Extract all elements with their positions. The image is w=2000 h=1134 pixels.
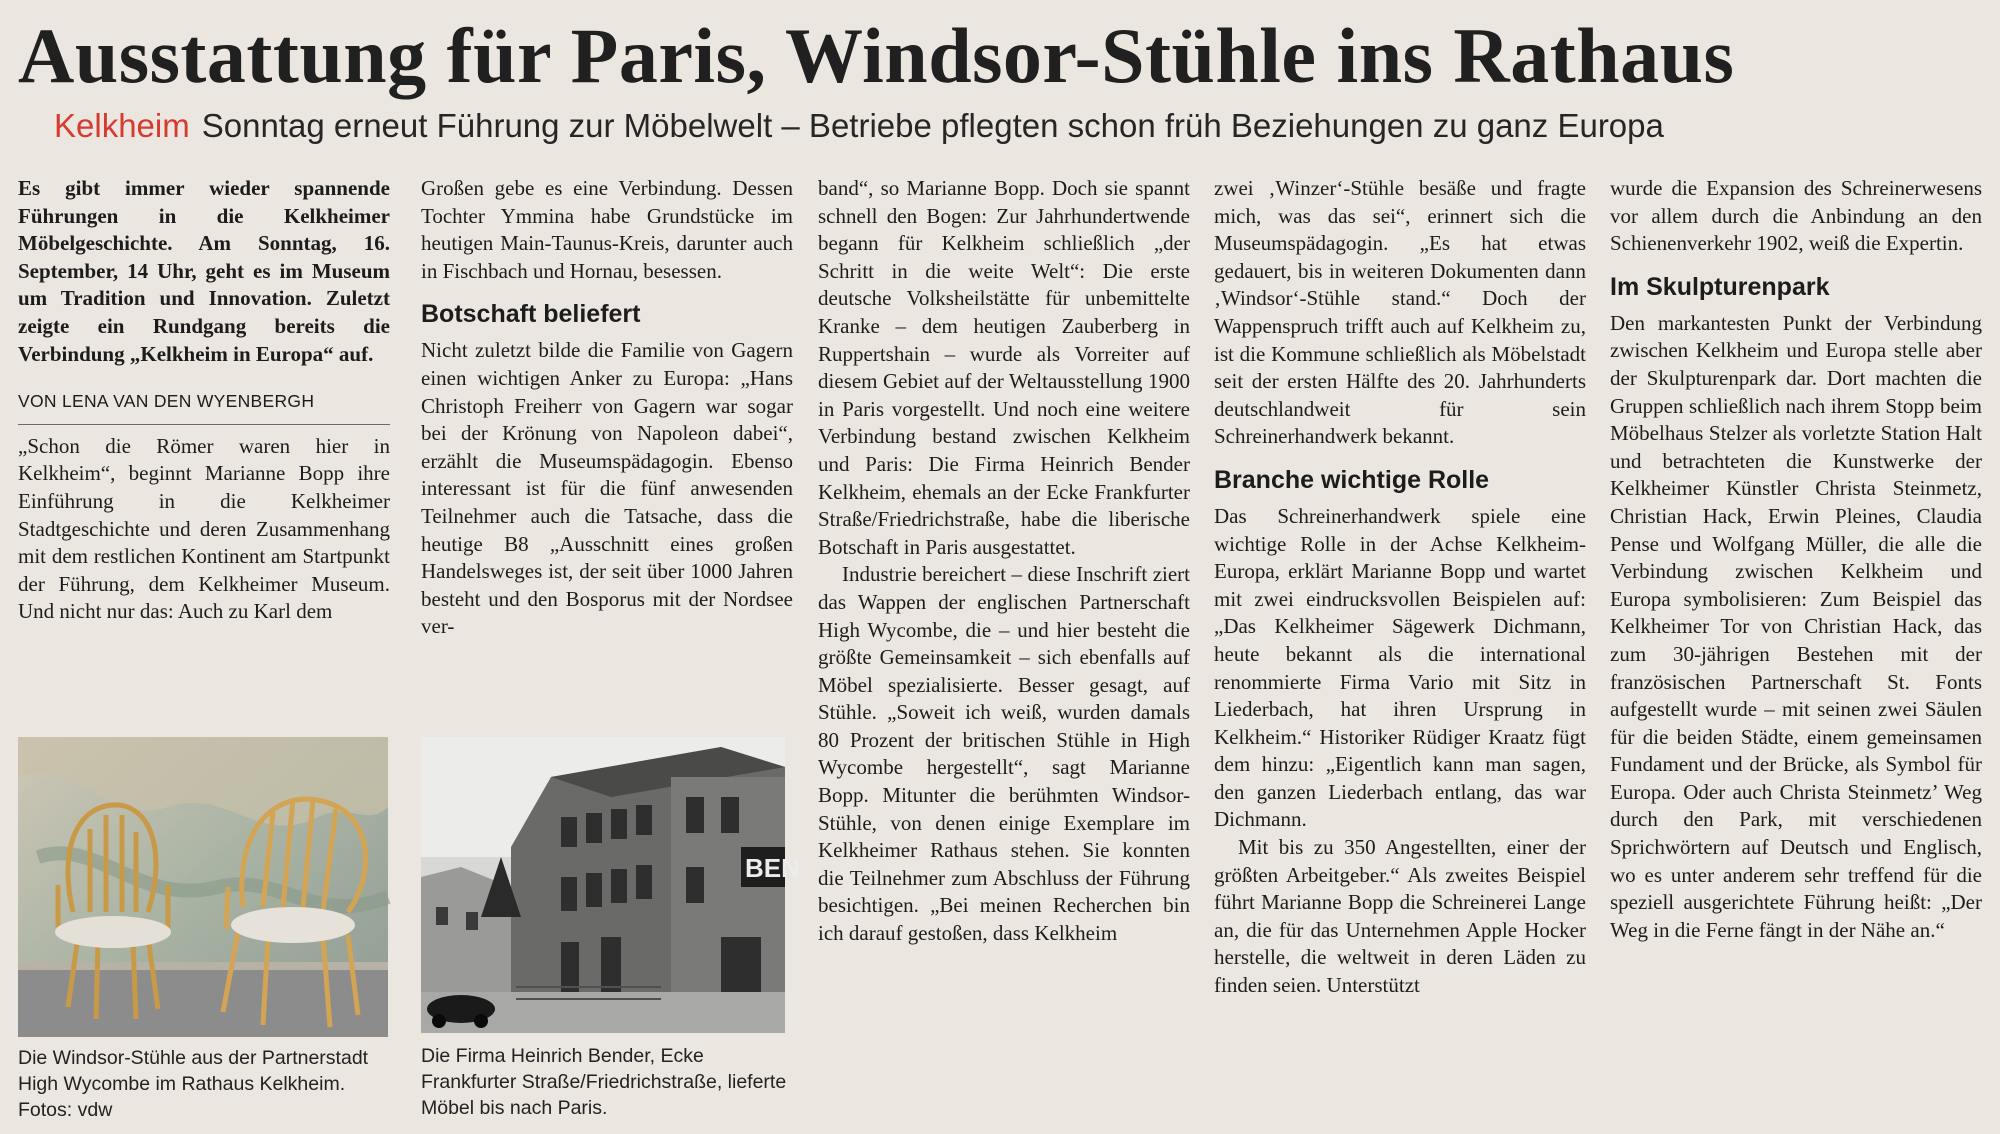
paragraph: Nicht zuletzt bilde die Familie von Gagern einen wichtigen Anker zu Europa: „Hans Christoph Freiherr von Gagern war sogar bei der Krönung von Napoleon dabei“, erzählt die Museumspädagogin. Ebenso interessant ist für die fünf anwesenden Teilnehmer auch die Tatsache, dass die heutige B8 „Ausschnitt eines großen Handelsweges ist, der seit über 1000 Jahren besteht und den Bosporus mit der Nordsee ver- — [421, 338, 793, 639]
article-columns — [18, 175, 1982, 1134]
subhead-botschaft: Botschaft beliefert — [421, 300, 641, 329]
paragraph: Den markantesten Punkt der Verbindung zwischen Kelkheim und Europa stelle aber der Skulpturenpark dar. Dort machten die Gruppen schließlich nach ihrem Stopp beim Möbelhaus Stelzer als vorletzte Station Halt und betrachteten die Kunstwerke der Kelkheimer Künstler Christa Steinmetz, Christian Hack, Erwin Pleines, Claudia Pense und Wolfgang Müller, die alle die Verbindung zwischen Kelkheim und Europa symbolisieren: Zum Beispiel das Kelkheimer Tor von Christian Hack, das zum 30-jährigen Bestehen mit der französischen Partnerschaft St. Fonts aufgestellt wurde – mit seinen zwei Säulen für die beiden Städte, einem gemeinsamen Fundament und der Brücke, als Symbol für Europa. Oder auch Christa Steinmetz’ Weg durch den Park, mit verschiedenen Sprichwörtern auf Deutsch und Englisch, wo es unter anderem sehr treffend für die speziell ausgerichtete Führung heißt: „Der Weg in die Ferne fängt in der Nähe an.“ — [1610, 310, 1982, 942]
subhead-branche: Branche wichtige Rolle — [1214, 465, 1490, 494]
subline — [54, 104, 1982, 148]
paragraph: zwei ‚Winzer‘-Stühle besäße und fragte mich, was das sei“, erinnert sich die Museumspädagogin. „Es hat etwas gedauert, bis in weiteren Dokumenten dann ‚Windsor‘-Stühle stand.“ Doch der Wappenspruch trifft auch auf Kelkheim zu, ist die Kommune schließlich als Möbelstadt seit der ersten Hälfte des 20. Jahrhunderts deutschlandweit für sein Schreinerhandwerk bekannt. — [1214, 176, 1586, 449]
kicker: Kelkheim — [54, 107, 190, 144]
paragraph: Industrie bereichert – diese Inschrift ziert das Wappen der englischen Partnerschaft High Wycombe, die – und hier besteht die größte Gemeinsamkeit – sich ebenfalls auf Möbel spezialisierte. Besser gesagt, auf Stühle. „Soweit ich weiß, wurden damals 80 Prozent der britischen Stühle in High Wycombe hergestellt“, sagt Marianne Bopp. Mitunter die berühmten Windsor-Stühle, von denen einige Exemplare im Kelkheimer Rathaus stehen. Sie konnten die Teilnehmer zum Abschluss der Führung besichtigen. „Bei meinen Recherchen bin ich darauf gestoßen, dass Kelkheim — [818, 562, 1190, 946]
paragraph: Großen gebe es eine Verbindung. Dessen Tochter Ymmina habe Grundstücke im heutigen Main-Taunus-Kreis, darunter auch in Fischbach und Hornau, besessen. — [421, 176, 793, 283]
caption-windsor-chairs: Die Windsor-Stühle aus der Partnerstadt High Wycombe im Rathaus Kelkheim. Fotos: vdw — [18, 1047, 369, 1121]
column-3 — [818, 175, 1190, 1134]
paragraph: Mit bis zu 350 Angestellten, einer der größten Arbeitgeber.“ Als zweites Beispiel führt Marianne Bopp die Schreinerei Lange an, die für das Unternehmen Apple Hocker herstelle, die weltweit in deren Läden zu finden seien. Unterstützt — [1214, 835, 1586, 998]
paragraph: wurde die Expansion des Schreinerwesens vor allem durch die Anbindung an den Schienenverkehr 1902, weiß die Expertin. — [1610, 176, 1982, 256]
headline: Ausstattung für Paris, Windsor-Stühle ins Rathaus — [18, 12, 1735, 99]
photo-bender-building — [421, 737, 800, 1033]
column-4 — [1214, 175, 1586, 1134]
bender-building-image — [421, 737, 800, 1033]
byline: VON LENA VAN DEN WYENBERGH — [18, 388, 390, 425]
subline-text: Sonntag erneut Führung zur Möbelwelt – Betriebe pflegten schon früh Beziehungen zu ganz Europa — [201, 107, 1664, 144]
building-sign: BEN — [745, 853, 800, 883]
paragraph: „Schon die Römer waren hier in Kelkheim“, beginnt Marianne Bopp ihre Einführung in die Kelkheimer Stadtgeschichte und deren Zusammenhang mit dem restlichen Kontinent am Startpunkt der Führung, dem Kelkheimer Museum. Und nicht nur das: Auch zu Karl dem — [18, 433, 390, 624]
photo-windsor-chairs — [18, 737, 388, 1037]
paragraph: band“, so Marianne Bopp. Doch sie spannt schnell den Bogen: Zur Jahrhundertwende begann für Kelkheim schließlich „der Schritt in die weite Welt“: Die erste deutsche Volksheilstätte für unbemittelte Kranke – dem heutigen Zauberberg in Ruppertshain – wurde als Vorreiter auf diesem Gebiet auf der Weltausstellung 1900 in Paris vorgestellt. Und noch eine weitere Verbindung bestand zwischen Kelkheim und Paris: Die Firma Heinrich Bender Kelkheim, ehemals an der Ecke Frankfurter Straße/Friedrichstraße, habe die liberische Botschaft in Paris ausgestattet. — [818, 176, 1190, 559]
paragraph: Das Schreinerhandwerk spiele eine wichtige Rolle in der Achse Kelkheim-Europa, erklärt Marianne Bopp und wartet mit zwei eindrucksvollen Beispielen auf: „Das Kelkheimer Sägewerk Dichmann, heute bekannt als die international renommierte Firma Vario mit Sitz in Liederbach, hat ihren Ursprung in Kelkheim.“ Historiker Rüdiger Kraatz fügt dem hinzu: „Eigentlich kann man sagen, den ganzen Liederbach entlang, das war Dichmann. — [1214, 503, 1586, 832]
subhead-skulpturenpark: Im Skulpturenpark — [1610, 272, 1830, 301]
lead-paragraph: Es gibt immer wieder spannende Führungen in die Kelkheimer Möbelgeschichte. Am Sonntag, 16. September, 14 Uhr, geht es im Museum um Tradition und Innovation. Zuletzt zeigte ein Rundgang bereits die Verbindung „Kelkheim in Europa“ auf. — [18, 176, 390, 366]
caption-bender-building: Die Firma Heinrich Bender, Ecke Frankfurter Straße/Friedrichstraße, lieferte Möbel bis nach Paris. — [421, 1045, 787, 1119]
column-5 — [1610, 175, 1982, 1134]
windsor-chairs-image — [18, 737, 388, 1037]
